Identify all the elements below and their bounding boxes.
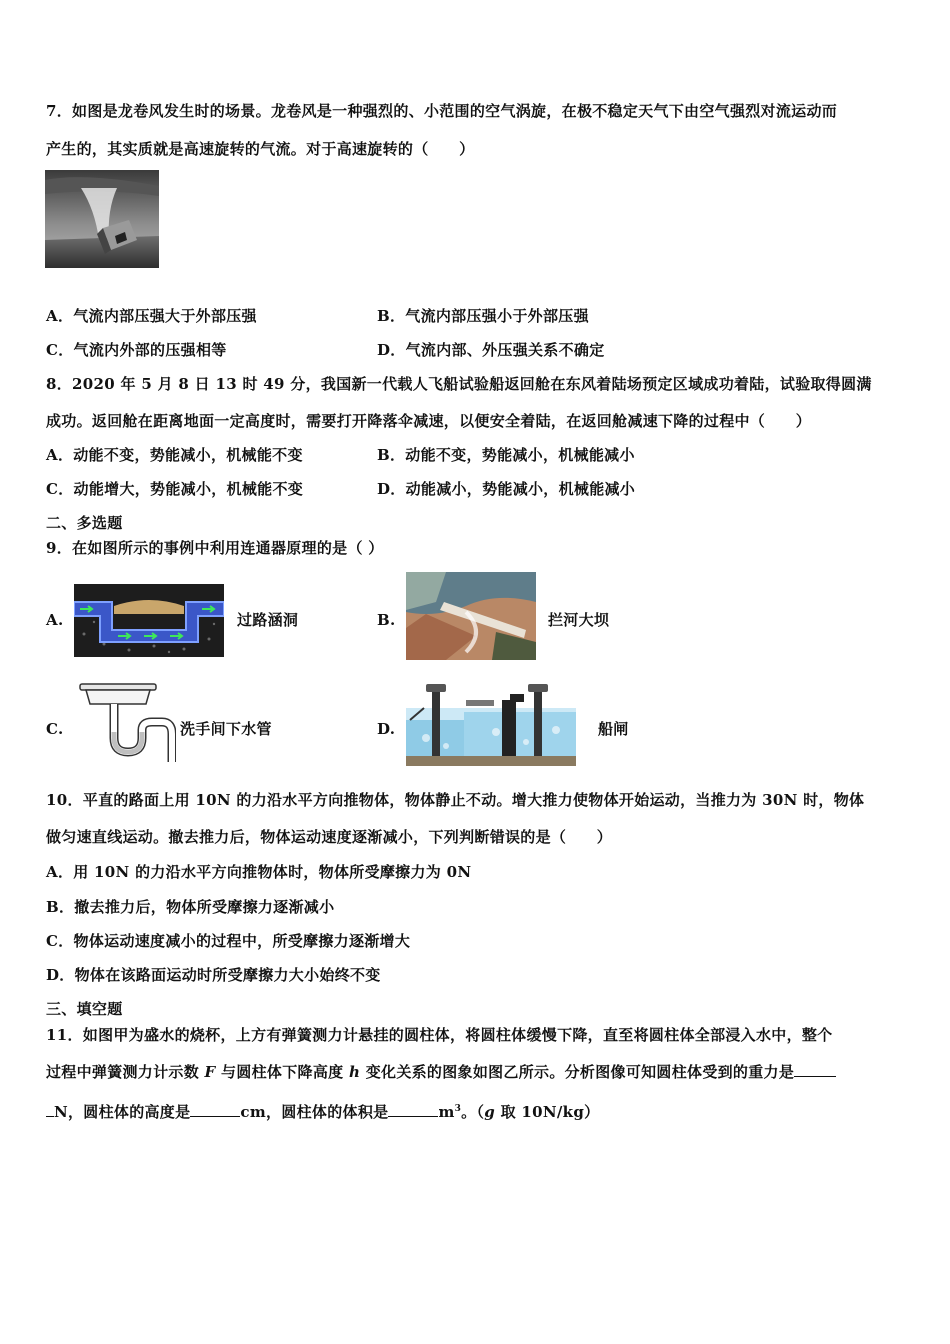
- q8-stem-line1: 8．2020 年 5 月 8 日 13 时 49 分，我国新一代载人飞船试验船返回舱在东风着陆场预定区域成功着陆，试验取得圆满: [46, 375, 872, 393]
- q11-line2-part3: 变化关系的图象如图乙所示。分析图像可知圆柱体受到的重力是: [365, 1063, 795, 1081]
- section-fill-in: 三、填空题: [46, 1000, 123, 1018]
- q9-caption-b: 拦河大坝: [548, 611, 610, 629]
- tornado-photo: [45, 170, 159, 268]
- q9-stem: 9．在如图所示的事例中利用连通器原理的是（ ）: [46, 539, 384, 557]
- q9-label-d: D.: [377, 720, 396, 738]
- q9-label-c: C.: [46, 720, 64, 738]
- answer-blank-volume[interactable]: [388, 1116, 438, 1117]
- answer-blank-gravity-a[interactable]: [794, 1076, 836, 1077]
- ship-lock-diagram: [406, 680, 576, 766]
- section-multiple-choice: 二、多选题: [46, 514, 123, 532]
- answer-blank-gravity-b[interactable]: [46, 1116, 54, 1117]
- q9-caption-d: 船闸: [598, 720, 629, 738]
- q10-option-d: D．物体在该路面运动时所受摩擦力大小始终不变: [46, 966, 381, 984]
- q10-stem-line2: 做匀速直线运动。撤去推力后，物体运动速度逐渐减小，下列判断错误的是（ ）: [46, 828, 613, 846]
- q8-option-c: C．动能增大，势能减小，机械能不变: [46, 480, 304, 498]
- q7-option-a: A．气流内部压强大于外部压强: [46, 307, 257, 325]
- q11-line2-part2: 与圆柱体下降高度: [221, 1063, 344, 1081]
- q10-option-c: C．物体运动速度减小的过程中，所受摩擦力逐渐增大: [46, 932, 411, 950]
- q11-unit-exponent: 3: [454, 1104, 462, 1114]
- q9-label-b: B.: [377, 611, 396, 629]
- q11-line3-unit: m: [438, 1103, 455, 1121]
- dam-photo: [406, 572, 536, 660]
- q11-stem-line1: 11．如图甲为盛水的烧杯，上方有弹簧测力计悬挂的圆柱体，将圆柱体缓慢下降，直至将圆柱体全部浸入水中，整个: [46, 1026, 833, 1044]
- q11-stem-line3: [46, 1099, 599, 1122]
- var-g: g: [484, 1103, 496, 1121]
- q7-option-b: B．气流内部压强小于外部压强: [377, 307, 589, 325]
- q9-caption-a: 过路涵洞: [237, 611, 299, 629]
- sink-drain-diagram: [76, 682, 176, 762]
- q7-stem-line1: 7．如图是龙卷风发生时的场景。龙卷风是一种强烈的、小范围的空气涡旋，在极不稳定天气下由空气强烈对流运动而: [46, 102, 838, 120]
- q8-option-b: B．动能不变，势能减小，机械能减小: [377, 446, 635, 464]
- var-f: F: [204, 1063, 216, 1081]
- q11-line2-part1: 过程中弹簧测力计示数: [46, 1063, 200, 1081]
- answer-blank-height[interactable]: [190, 1116, 240, 1117]
- q11-line3-part2: cm，圆柱体的体积是: [240, 1103, 389, 1121]
- q11-stem-line2: [46, 1062, 836, 1082]
- q9-caption-c: 洗手间下水管: [180, 720, 272, 738]
- q10-option-a: A．用 10N 的力沿水平方向推物体时，物体所受摩擦力为 0N: [46, 863, 472, 881]
- var-h: h: [348, 1063, 361, 1081]
- q8-option-a: A．动能不变，势能减小，机械能不变: [46, 446, 303, 464]
- q11-line3-part3: 。（: [461, 1103, 485, 1121]
- q8-option-d: D．动能减小，势能减小，机械能减小: [377, 480, 636, 498]
- q7-option-c: C．气流内外部的压强相等: [46, 341, 227, 359]
- q10-stem-line1: 10．平直的路面上用 10N 的力沿水平方向推物体，物体静止不动。增大推力使物体开始运动，当推力为 30N 时，物体: [46, 791, 865, 809]
- q7-stem-line2: 产生的，其实质就是高速旋转的气流。对于高速旋转的（ ）: [46, 140, 475, 158]
- culvert-diagram: [74, 584, 224, 657]
- q8-stem-line2: 成功。返回舱在距离地面一定高度时，需要打开降落伞减速，以便安全着陆，在返回舱减速下降的过程中（ ）: [46, 412, 812, 430]
- q10-option-b: B．撤去推力后，物体所受摩擦力逐渐减小: [46, 898, 335, 916]
- q9-label-a: A.: [46, 611, 64, 629]
- q7-option-d: D．气流内部、外压强关系不确定: [377, 341, 605, 359]
- q11-line3-part1: N，圆柱体的高度是: [54, 1103, 191, 1121]
- q11-line3-part4: 取 10N/kg）: [495, 1103, 600, 1121]
